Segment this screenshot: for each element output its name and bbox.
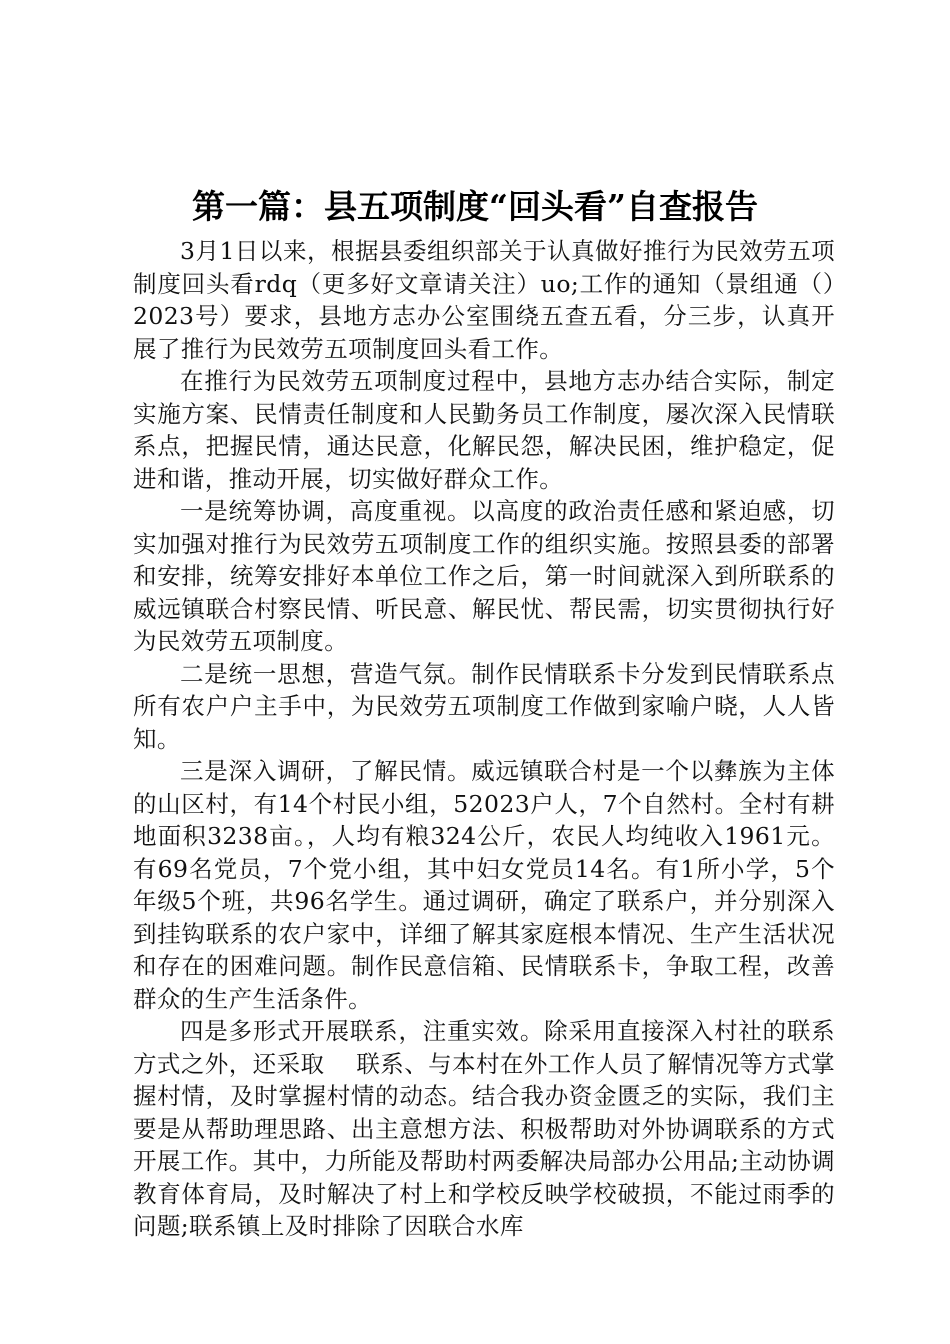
document-body <box>133 235 835 1243</box>
paragraph-overview: 在推行为民效劳五项制度过程中，县地方志办结合实际，制定实施方案、民情责任制度和人民勤务员工作制度，屡次深入民情联系点，把握民情，通达民意，化解民怨，解决民困，维护稳定，促进和谐，推动开展，切实做好群众工作。 <box>133 367 835 493</box>
paragraph-intro: 3月1日以来，根据县委组织部关于认真做好推行为民效劳五项制度回头看rdq（更多好文章请关注）uo;工作的通知（景组通（）2023号）要求，县地方志办公室围绕五查五看，分三步，认真开展了推行为民效劳五项制度回头看工作。 <box>133 237 835 363</box>
paragraph-point-one: 一是统筹协调，高度重视。以高度的政治责任感和紧迫感，切实加强对推行为民效劳五项制度工作的组织实施。按照县委的部署和安排，统筹安排好本单位工作之后，第一时间就深入到所联系的威远镇联合村察民情、听民意、解民忧、帮民需，切实贯彻执行好为民效劳五项制度。 <box>133 497 835 655</box>
document-title: 第一篇：县五项制度“回头看”自查报告 <box>192 187 758 226</box>
paragraph-point-four: 四是多形式开展联系，注重实效。除采用直接深入村社的联系方式之外，还采取 联系、与本村在外工作人员了解情况等方式掌握村情，及时掌握村情的动态。结合我办资金匮乏的实际，我们主要是从帮助理思路、出主意想方法、积极帮助对外协调联系的方式开展工作。其中，力所能及帮助村两委解决局部办公用品;主动协调教育体育局，及时解决了村上和学校反映学校破损，不能过雨季的问题;联系镇上及时排除了因联合水库 <box>133 1017 835 1240</box>
paragraph-point-two: 二是统一思想，营造气氛。制作民情联系卡分发到民情联系点所有农户户主手中，为民效劳五项制度工作做到家喻户晓，人人皆知。 <box>133 659 835 753</box>
paragraph-point-three: 三是深入调研，了解民情。威远镇联合村是一个以彝族为主体的山区村，有14个村民小组，52023户人，7个自然村。全村有耕地面积3238亩。，人均有粮324公斤，农民人均纯收入1961元。有69名党员，7个党小组，其中妇女党员14名。有1所小学，5个年级5个班，共96名学生。通过调研，确定了联系户，并分别深入到挂钩联系的农户家中，详细了解其家庭根本情况、生产生活状况和存在的困难问题。制作民意信箱、民情联系卡，争取工程，改善群众的生产生活条件。 <box>133 757 835 1013</box>
